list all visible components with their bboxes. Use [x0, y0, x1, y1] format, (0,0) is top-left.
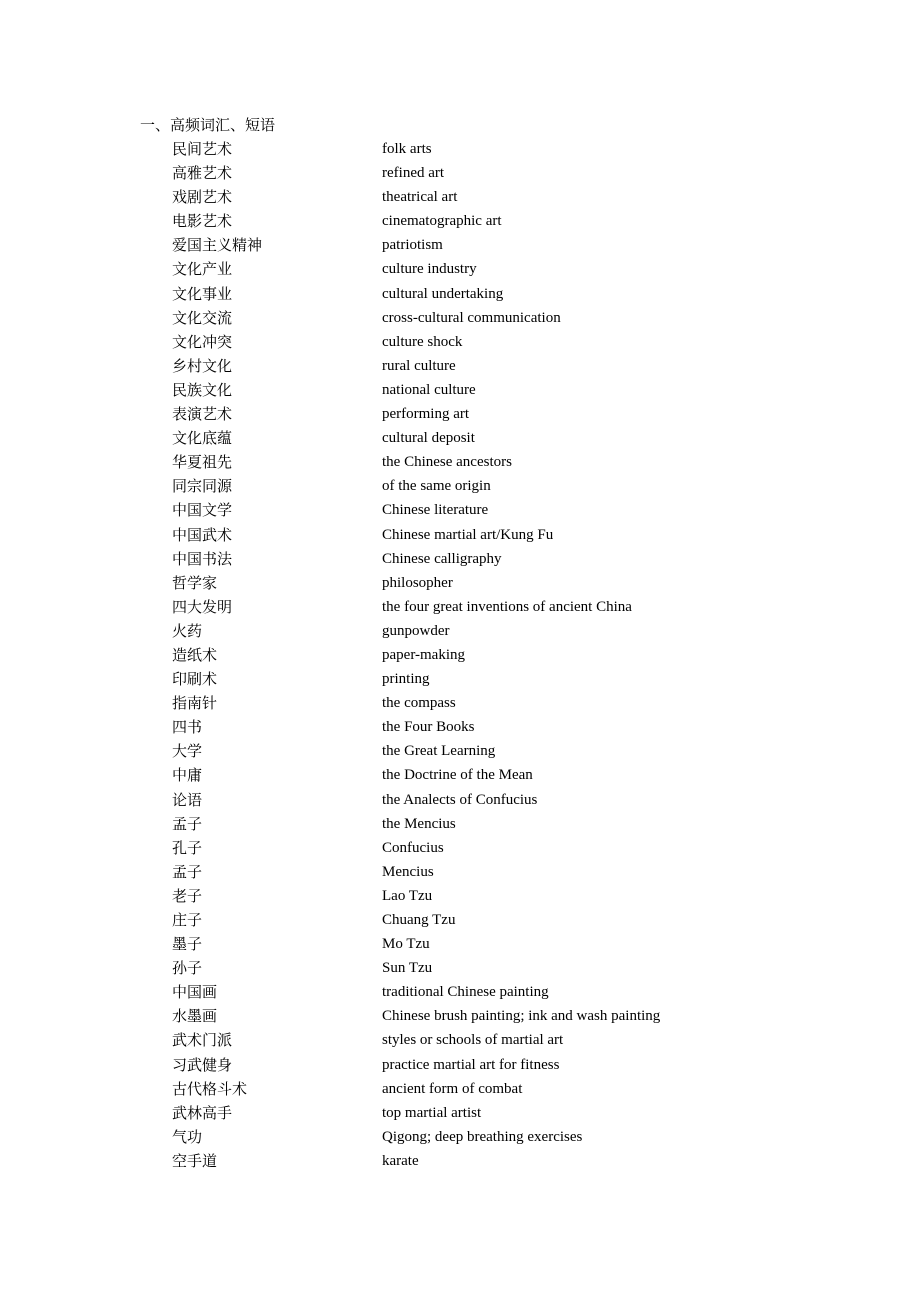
vocab-row [0, 498, 920, 522]
vocab-row [0, 667, 920, 691]
vocab-row [0, 884, 920, 908]
vocab-row [0, 619, 920, 643]
vocab-row [0, 306, 920, 330]
vocab-english-term: cultural undertaking [382, 285, 504, 302]
vocab-chinese-term: 指南针 [172, 694, 218, 713]
vocab-chinese-term: 文化底蕴 [172, 429, 233, 448]
vocab-chinese-term: 火药 [172, 621, 203, 640]
vocab-row [0, 788, 920, 812]
vocab-row [0, 1028, 920, 1052]
vocab-chinese-term: 中庸 [172, 766, 203, 785]
vocab-row [0, 185, 920, 209]
vocab-row [0, 860, 920, 884]
vocab-chinese-term: 墨子 [172, 935, 203, 954]
vocab-english-term: Qigong; deep breathing exercises [382, 1128, 583, 1145]
vocab-row [0, 547, 920, 571]
vocab-row [0, 450, 920, 474]
vocab-chinese-term: 电影艺术 [172, 212, 233, 231]
vocab-chinese-term: 华夏祖先 [172, 453, 233, 472]
vocab-english-term: the Mencius [382, 815, 456, 832]
vocab-row [0, 137, 920, 161]
vocab-row [0, 715, 920, 739]
vocab-row [0, 1101, 920, 1125]
vocab-chinese-term: 民族文化 [172, 380, 233, 399]
vocab-english-term: Chuang Tzu [382, 912, 456, 928]
vocab-english-term: karate [382, 1152, 419, 1169]
vocab-chinese-term: 庄子 [172, 911, 203, 929]
vocab-english-term: cinematographic art [382, 213, 502, 230]
vocab-english-term: the Doctrine of the Mean [382, 767, 533, 784]
vocab-english-term: paper-making [382, 646, 465, 663]
vocab-english-term: refined art [382, 165, 445, 182]
vocab-chinese-term: 空手道 [172, 1151, 218, 1170]
vocab-row [0, 812, 920, 836]
vocab-row [0, 571, 920, 595]
vocab-chinese-term: 论语 [172, 790, 203, 809]
vocab-chinese-term: 爱国主义精神 [172, 236, 263, 255]
vocab-chinese-term: 哲学家 [172, 573, 218, 592]
vocab-chinese-term: 大学 [172, 742, 203, 761]
vocab-english-term: cultural deposit [382, 430, 475, 447]
vocab-chinese-term: 老子 [172, 886, 203, 905]
vocab-english-term: the Analects of Confucius [382, 791, 538, 808]
vocab-chinese-term: 四书 [172, 718, 203, 737]
vocab-english-term: culture industry [382, 261, 477, 278]
vocab-chinese-term: 中国武术 [172, 525, 233, 544]
vocab-row [0, 1077, 920, 1101]
vocab-chinese-term: 四大发明 [172, 597, 233, 616]
vocab-english-term: philosopher [382, 574, 453, 591]
vocab-english-term: culture shock [382, 333, 463, 350]
vocab-english-term: Mencius [382, 863, 434, 880]
vocab-english-term: traditional Chinese painting [382, 984, 549, 1001]
vocab-row [0, 763, 920, 787]
vocab-english-term: Chinese literature [382, 502, 489, 519]
vocab-row [0, 282, 920, 306]
vocab-chinese-term: 孙子 [172, 959, 203, 978]
vocab-english-term: top martial artist [382, 1104, 482, 1121]
vocab-english-term: Chinese brush painting; ink and wash painting [382, 1008, 661, 1025]
vocab-english-term: ancient form of combat [382, 1080, 523, 1097]
vocabulary-list [0, 137, 920, 1173]
vocab-english-term: performing art [382, 406, 470, 423]
vocab-english-term: Chinese martial art/Kung Fu [382, 526, 554, 543]
vocab-chinese-term: 印刷术 [172, 670, 218, 689]
vocab-chinese-term: 古代格斗术 [172, 1079, 248, 1098]
vocab-row [0, 523, 920, 547]
vocab-chinese-term: 中国文学 [172, 501, 233, 520]
vocab-row [0, 378, 920, 402]
vocab-english-term: national culture [382, 381, 476, 398]
vocab-chinese-term: 文化事业 [172, 284, 233, 303]
vocab-chinese-term: 乡村文化 [172, 356, 233, 375]
vocab-english-term: Confucius [382, 839, 444, 856]
vocab-english-term: folk arts [382, 141, 432, 157]
vocab-row [0, 836, 920, 860]
vocab-english-term: practice martial art for fitness [382, 1056, 560, 1073]
vocab-chinese-term: 文化产业 [172, 260, 233, 279]
vocab-row [0, 980, 920, 1004]
vocab-chinese-term: 气功 [172, 1127, 203, 1146]
vocab-row [0, 1125, 920, 1149]
vocab-row [0, 402, 920, 426]
vocab-english-term: the four great inventions of ancient China [382, 598, 632, 615]
vocab-chinese-term: 民间艺术 [172, 140, 233, 158]
vocab-row [0, 330, 920, 354]
vocab-row [0, 1053, 920, 1077]
vocab-chinese-term: 同宗同源 [172, 477, 233, 496]
vocab-english-term: Sun Tzu [382, 960, 433, 977]
vocab-chinese-term: 造纸术 [172, 645, 218, 664]
vocab-row [0, 932, 920, 956]
vocab-chinese-term: 高雅艺术 [172, 164, 233, 183]
vocab-english-term: Chinese calligraphy [382, 550, 502, 567]
vocab-row [0, 233, 920, 257]
vocab-english-term: printing [382, 671, 430, 688]
vocab-row [0, 474, 920, 498]
vocab-row [0, 956, 920, 980]
vocab-row [0, 354, 920, 378]
vocab-english-term: patriotism [382, 237, 443, 254]
vocab-row [0, 739, 920, 763]
vocab-row [0, 1149, 920, 1173]
vocab-row [0, 257, 920, 281]
vocab-row [0, 1004, 920, 1028]
vocab-chinese-term: 武林高手 [172, 1103, 233, 1122]
vocab-row [0, 691, 920, 715]
vocab-chinese-term: 中国画 [172, 983, 218, 1002]
vocab-english-term: Mo Tzu [382, 936, 430, 953]
vocab-row [0, 595, 920, 619]
vocab-english-term: the compass [382, 695, 456, 712]
vocab-chinese-term: 表演艺术 [172, 405, 233, 424]
vocab-english-term: Lao Tzu [382, 887, 433, 904]
vocab-chinese-term: 孟子 [172, 862, 203, 881]
vocab-row [0, 908, 920, 932]
vocab-english-term: the Great Learning [382, 743, 496, 760]
vocab-english-term: rural culture [382, 357, 456, 374]
vocab-row [0, 426, 920, 450]
vocab-chinese-term: 习武健身 [172, 1055, 233, 1074]
vocab-row [0, 209, 920, 233]
vocab-english-term: the Chinese ancestors [382, 454, 512, 471]
vocab-row [0, 161, 920, 185]
vocab-chinese-term: 武术门派 [172, 1031, 233, 1050]
section-heading: 一、高频词汇、短语 [140, 116, 276, 134]
vocab-chinese-term: 文化冲突 [172, 332, 233, 351]
vocab-chinese-term: 中国书法 [172, 549, 233, 568]
vocab-english-term: styles or schools of martial art [382, 1032, 564, 1049]
vocab-chinese-term: 孔子 [172, 838, 203, 857]
vocab-english-term: the Four Books [382, 719, 475, 736]
vocab-english-term: of the same origin [382, 478, 491, 495]
vocab-english-term: gunpowder [382, 622, 450, 639]
vocab-chinese-term: 水墨画 [172, 1007, 218, 1026]
vocab-chinese-term: 文化交流 [172, 308, 233, 327]
vocab-chinese-term: 孟子 [172, 814, 203, 833]
vocab-english-term: theatrical art [382, 189, 458, 206]
vocab-row [0, 643, 920, 667]
vocab-english-term: cross-cultural communication [382, 309, 561, 326]
vocab-chinese-term: 戏剧艺术 [172, 188, 233, 207]
